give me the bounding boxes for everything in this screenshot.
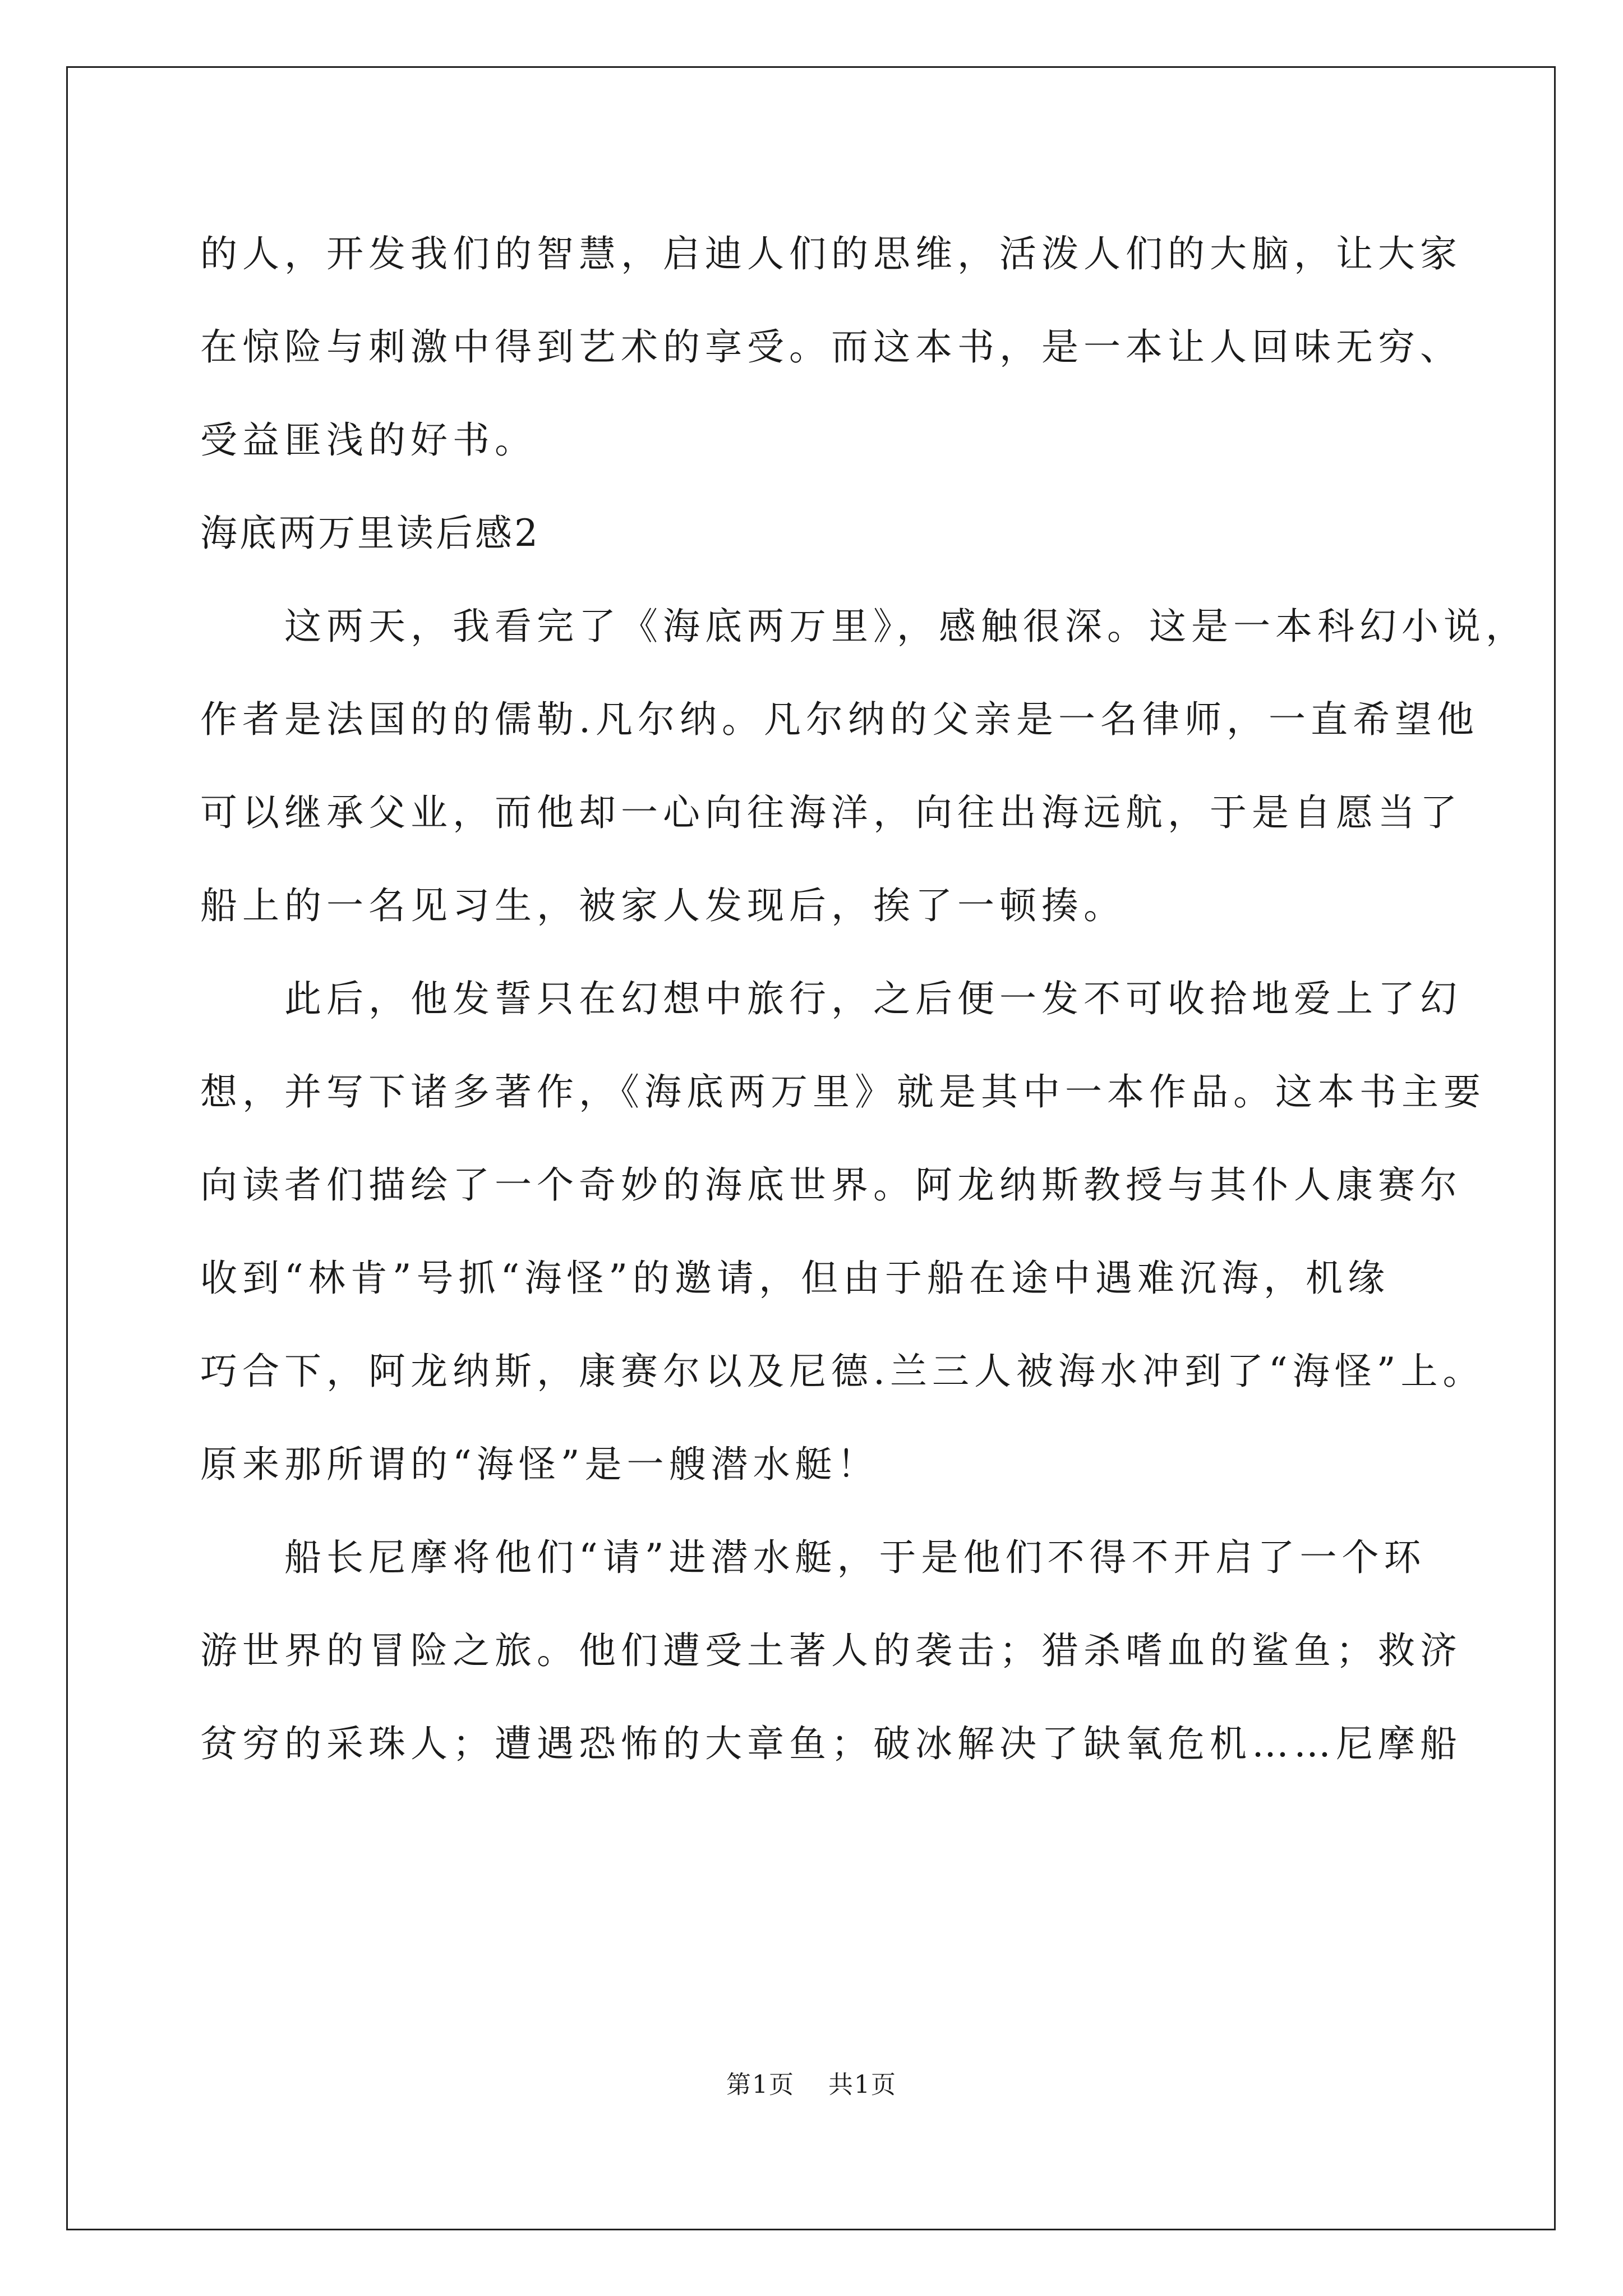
text-line: 在惊险与刺激中得到艺术的享受。而这本书，是一本让人回味无穷、: [200, 325, 1462, 369]
text-line: 受益匪浅的好书。: [200, 418, 537, 462]
paragraph-first-line: 船长尼摩将他们“请”进潜水艇，于是他们不得不开启了一个环: [284, 1536, 1426, 1579]
text-line: 的人，开发我们的智慧，启迪人们的思维，活泼人们的大脑，让大家: [200, 232, 1462, 275]
text-line: 贫穷的采珠人；遭遇恐怖的大章鱼；破冰解决了缺氧危机……尼摩船: [200, 1722, 1462, 1765]
text-line: 向读者们描绘了一个奇妙的海底世界。阿龙纳斯教授与其仆人康赛尔: [200, 1163, 1462, 1207]
paragraph-first-line: 这两天，我看完了《海底两万里》，感触很深。这是一本科幻小说，: [284, 605, 1528, 648]
text-line: 原来那所谓的“海怪”是一艘潜水艇！: [200, 1443, 879, 1486]
section-heading: 海底两万里读后感2: [200, 512, 540, 555]
text-line: 可以继承父业，而他却一心向往海洋，向往出海远航，于是自愿当了: [200, 791, 1462, 834]
page-number: 第1页: [726, 2070, 795, 2099]
document-body: [200, 208, 1528, 1791]
text-line: 想，并写下诸多著作，《海底两万里》就是其中一本作品。这本书主要: [200, 1070, 1486, 1114]
text-line: 游世界的冒险之旅。他们遭受土著人的袭击；猎杀嗜血的鲨鱼；救济: [200, 1629, 1462, 1672]
text-line: 收到“林肯”号抓“海怪”的邀请，但由于船在途中遇难沉海，机缘: [200, 1257, 1390, 1300]
page-footer: [0, 2064, 1623, 2100]
text-line: 作者是法国的的儒勒.凡尔纳。凡尔纳的父亲是一名律师，一直希望他: [200, 698, 1479, 741]
text-line: 巧合下，阿龙纳斯，康赛尔以及尼德.兰三人被海水冲到了“海怪”上。: [200, 1350, 1485, 1393]
paragraph-first-line: 此后，他发誓只在幻想中旅行，之后便一发不可收拾地爱上了幻: [284, 977, 1462, 1020]
page-total: 共1页: [828, 2070, 897, 2099]
text-line: 船上的一名见习生，被家人发现后，挨了一顿揍。: [200, 884, 1126, 927]
